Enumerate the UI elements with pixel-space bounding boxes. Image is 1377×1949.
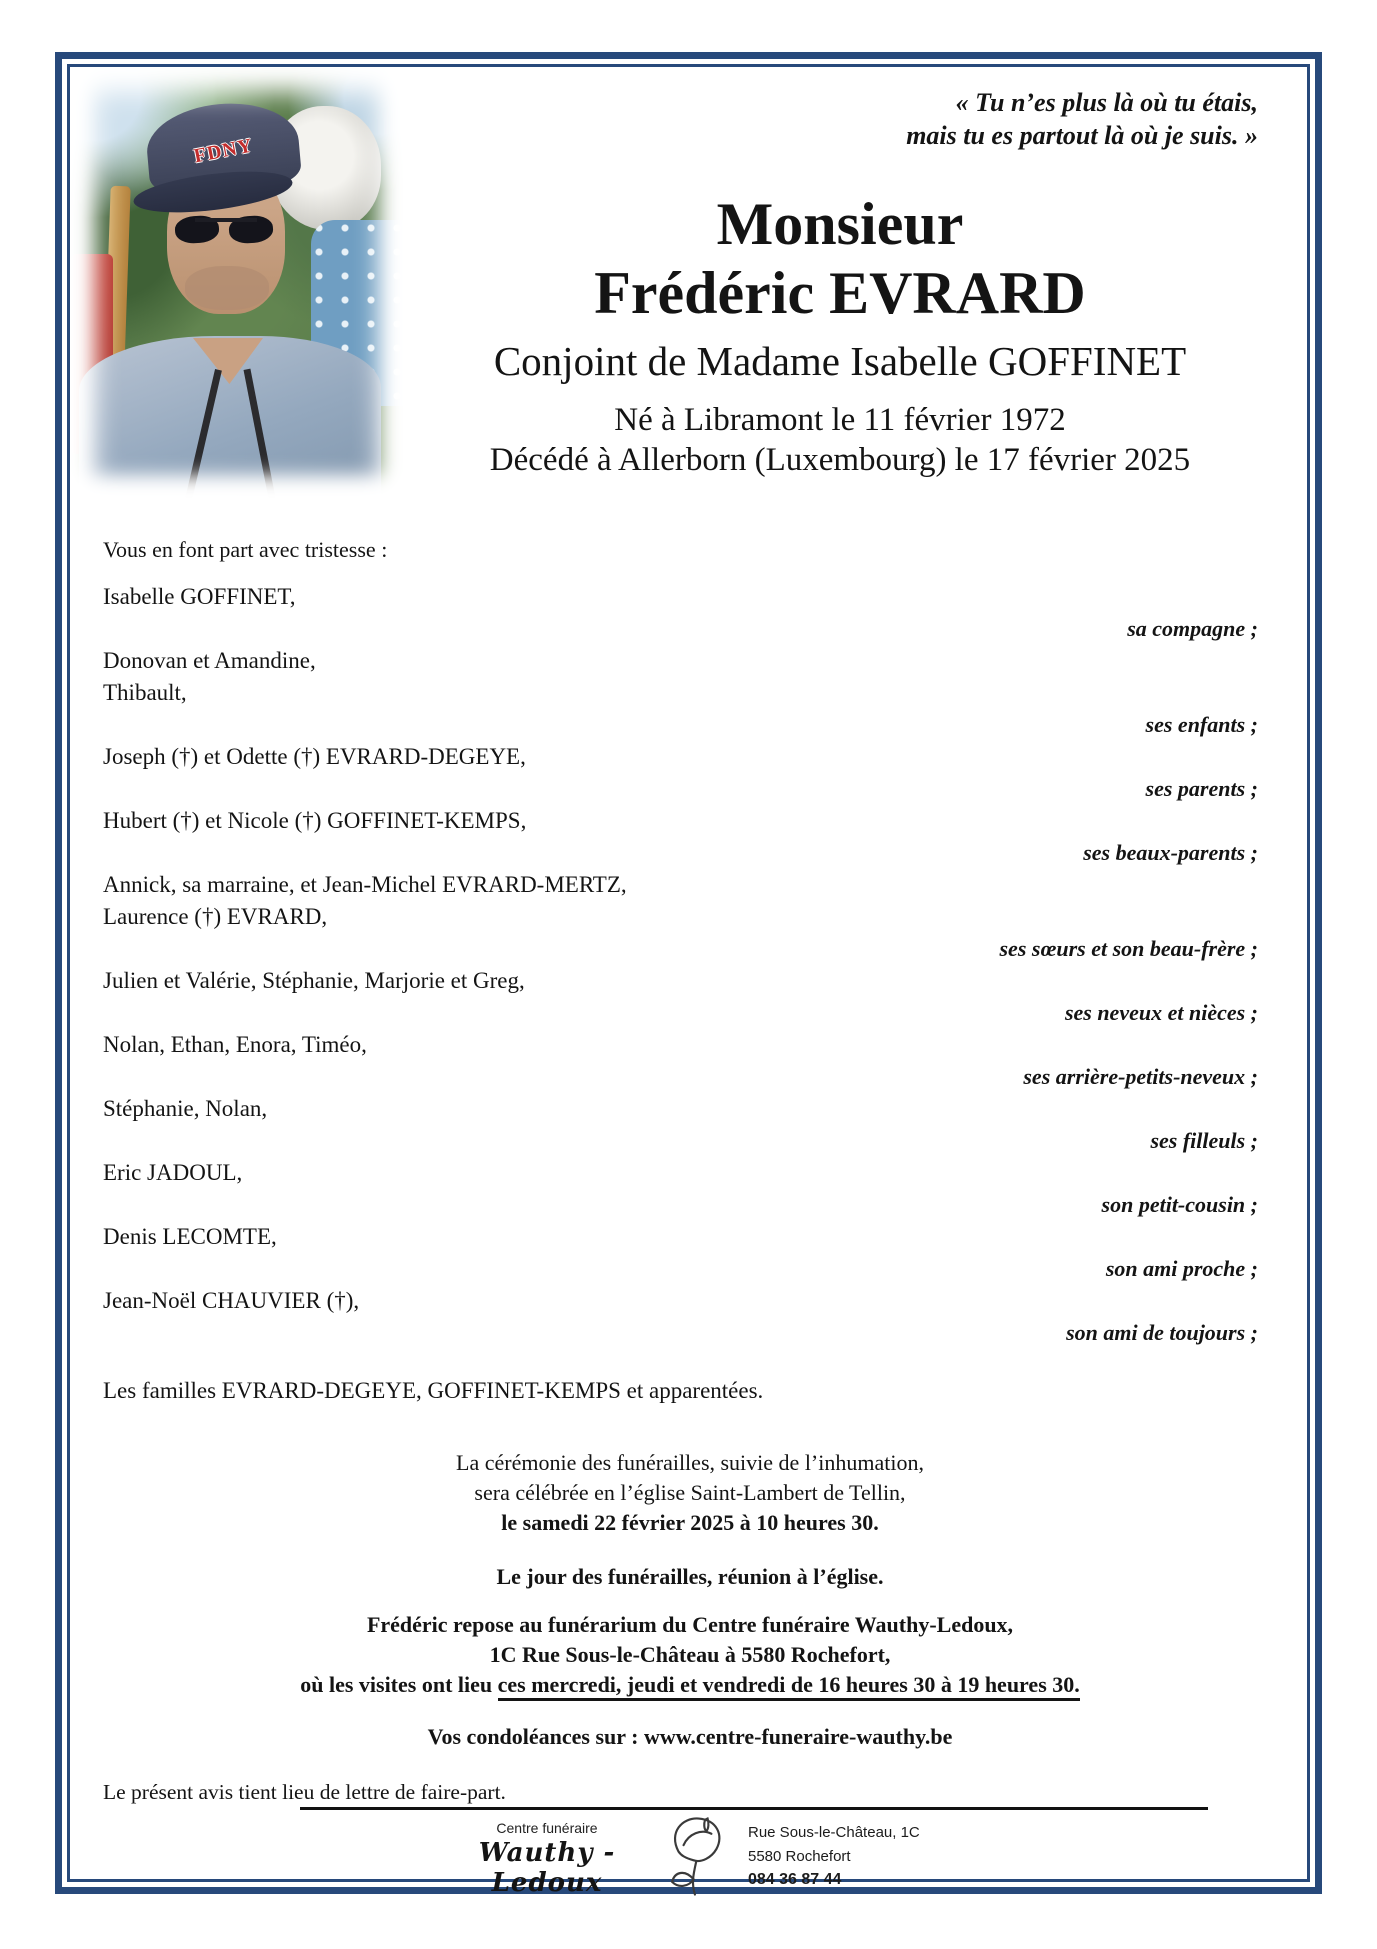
ceremony-date-line: le samedi 22 février 2025 à 10 heures 30.	[501, 1510, 879, 1535]
visits-schedule-underlined: ces mercredi, jeudi et vendredi de 16 heures 30 à 19 heures 30.	[498, 1672, 1080, 1701]
family-name-line: Hubert (†) et Nicole (†) GOFFINET-KEMPS,	[103, 808, 527, 833]
family-name-line: Laurence (†) EVRARD,	[103, 904, 328, 929]
repose-line-2: 1C Rue Sous-le-Château à 5580 Rochefort,	[489, 1642, 891, 1667]
funeral-home-name: Wauthy - Ledoux	[478, 1838, 616, 1898]
relation-label: son ami de toujours ;	[1066, 1320, 1258, 1345]
announcement-entries	[103, 581, 1258, 1349]
portrait-photo	[71, 68, 403, 506]
cap-text: FDNY	[192, 133, 255, 167]
heading-block	[390, 190, 1290, 480]
relation-label: son ami proche ;	[1105, 1256, 1258, 1281]
salutation: Monsieur	[716, 191, 964, 257]
deceased-name: Frédéric EVRARD	[594, 260, 1086, 326]
relation-label: ses arrière-petits-neveux ;	[1023, 1064, 1258, 1089]
address-city: 5580 Rochefort	[748, 1847, 851, 1865]
funeral-home-address	[748, 1821, 920, 1892]
family-name-line: Denis LECOMTE,	[103, 1224, 277, 1249]
funeral-home-type: Centre funéraire	[496, 1820, 598, 1836]
visits-line	[60, 1670, 1320, 1700]
repose-line-1: Frédéric repose au funérarium du Centre funéraire Wauthy-Ledoux,	[366, 1612, 1014, 1637]
photo-feathered-edge	[71, 68, 403, 506]
relation-label: ses parents ;	[1145, 776, 1258, 801]
death-line: Décédé à Allerborn (Luxembourg) le 17 février 2025	[489, 442, 1191, 478]
condolences-prefix: Vos condoléances sur :	[427, 1724, 644, 1749]
condolences-url: www.centre-funeraire-wauthy.be	[643, 1724, 953, 1749]
footer-divider-line	[300, 1807, 1208, 1810]
relation-label: sa compagne ;	[1127, 616, 1258, 641]
family-name-line: Isabelle GOFFINET,	[103, 584, 296, 609]
announcement-block	[103, 533, 1258, 1407]
ceremony-line-1: La cérémonie des funérailles, suivie de l’inhumation,	[456, 1450, 924, 1475]
family-name-line: Jean-Noël CHAUVIER (†),	[103, 1288, 360, 1313]
relation-label: ses sœurs et son beau-frère ;	[999, 936, 1258, 961]
calla-lily-icon	[662, 1812, 738, 1896]
repose-block	[60, 1610, 1320, 1752]
family-name-line: Thibault,	[103, 680, 187, 705]
relation-label: ses filleuls ;	[1150, 1128, 1258, 1153]
family-name-line: Julien et Valérie, Stéphanie, Marjorie et Greg,	[103, 968, 525, 993]
address-street: Rue Sous-le-Château, 1C	[748, 1824, 920, 1841]
quote-line-1: « Tu n’es plus là où tu étais,	[955, 88, 1258, 117]
relation-label: ses neveux et nièces ;	[1064, 1000, 1258, 1025]
family-name-line: Donovan et Amandine,	[103, 648, 316, 673]
family-name-line: Annick, sa marraine, et Jean-Michel EVRARD-MERTZ,	[103, 872, 627, 897]
condolences-line	[60, 1722, 1320, 1752]
quote-line-2: mais tu es partout là où je suis. »	[906, 121, 1258, 150]
relation-label: ses beaux-parents ;	[1083, 840, 1258, 865]
phone-number: 084 36 87 44	[748, 1871, 842, 1888]
birth-line: Né à Libramont le 11 février 1972	[614, 402, 1066, 438]
relation-label: ses enfants ;	[1145, 712, 1258, 737]
ceremony-line-2: sera célébrée en l’église Saint-Lambert de Tellin,	[474, 1480, 906, 1505]
announcement-intro: Vous en font part avec tristesse :	[103, 537, 388, 562]
ceremony-block	[60, 1448, 1320, 1592]
families-line: Les familles EVRARD-DEGEYE, GOFFINET-KEMPS et apparentées.	[103, 1378, 764, 1403]
family-name-line: Nolan, Ethan, Enora, Timéo,	[103, 1032, 367, 1057]
reunion-line: Le jour des funérailles, réunion à l’église.	[496, 1564, 884, 1589]
visits-prefix: où les visites ont lieu	[300, 1672, 498, 1697]
relation-label: son petit-cousin ;	[1101, 1192, 1258, 1217]
memorial-quote	[500, 86, 1258, 152]
family-name-line: Stéphanie, Nolan,	[103, 1096, 268, 1121]
family-name-line: Eric JADOUL,	[103, 1160, 243, 1185]
faire-part-notice: Le présent avis tient lieu de lettre de faire-part.	[103, 1780, 506, 1804]
family-name-line: Joseph (†) et Odette (†) EVRARD-DEGEYE,	[103, 744, 526, 769]
spouse-relation: Conjoint de Madame Isabelle GOFFINET	[493, 338, 1187, 384]
funeral-home-logo-text	[438, 1820, 656, 1898]
